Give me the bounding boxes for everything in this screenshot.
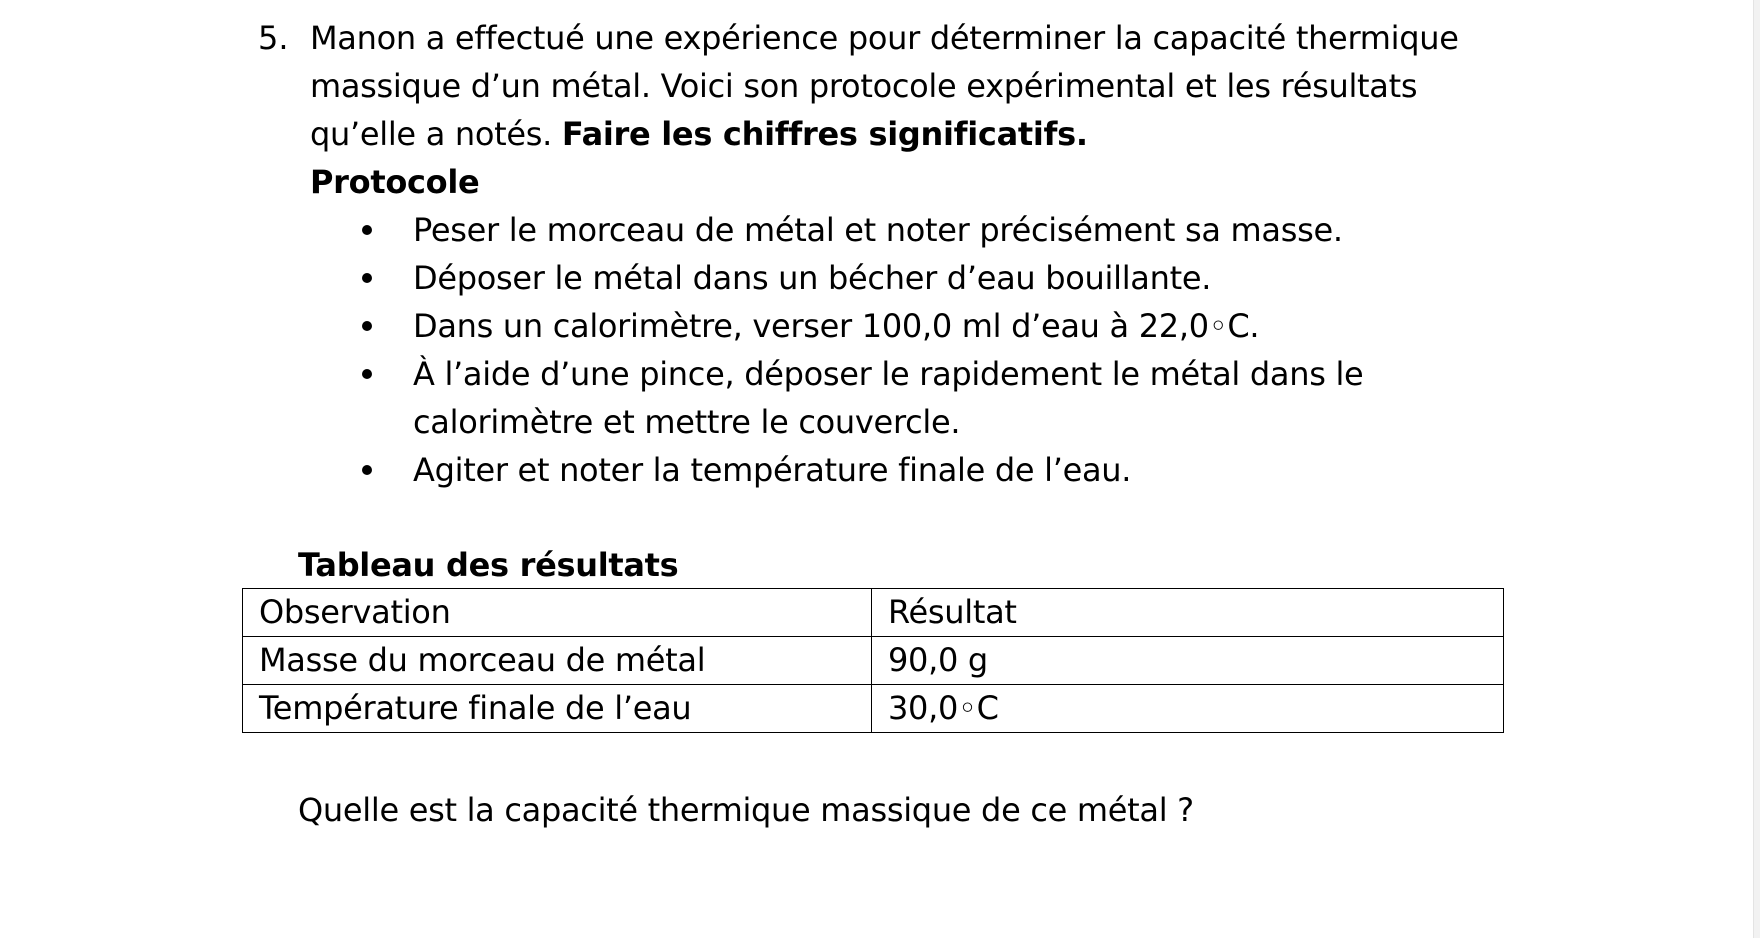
result-cell: 90,0 g xyxy=(872,637,1504,685)
intro-line-2: massique d’un métal. Voici son protocole expérimental et les résultats xyxy=(310,67,1418,105)
protocol-step-3: Dans un calorimètre, verser 100,0 ml d’eau à 22,0◦C. xyxy=(413,307,1260,345)
observation-cell: Température finale de l’eau xyxy=(243,685,872,733)
intro-line-3 xyxy=(310,110,1088,158)
table-row xyxy=(243,637,1504,685)
header-observation: Observation xyxy=(243,589,872,637)
intro-line-3-text: qu’elle a notés. xyxy=(310,115,562,153)
bullet-icon xyxy=(362,465,372,475)
result-cell: 30,0◦C xyxy=(872,685,1504,733)
protocol-step-4-continued: calorimètre et mettre le couvercle. xyxy=(413,403,961,441)
protocol-step-4: À l’aide d’une pince, déposer le rapidement le métal dans le xyxy=(413,355,1364,393)
bullet-icon xyxy=(362,273,372,283)
table-row xyxy=(243,685,1504,733)
bullet-icon xyxy=(362,321,372,331)
protocol-title: Protocole xyxy=(310,163,480,201)
results-table xyxy=(242,588,1504,733)
intro-line-1: Manon a effectué une expérience pour déterminer la capacité thermique xyxy=(310,19,1459,57)
bullet-icon xyxy=(362,369,372,379)
protocol-step-1: Peser le morceau de métal et noter précisément sa masse. xyxy=(413,211,1343,249)
bullet-icon xyxy=(362,225,372,235)
significant-figures-instruction: Faire les chiffres significatifs. xyxy=(561,115,1088,153)
table-title: Tableau des résultats xyxy=(298,546,679,584)
observation-cell: Masse du morceau de métal xyxy=(243,637,872,685)
protocol-step-5: Agiter et noter la température finale de l’eau. xyxy=(413,451,1132,489)
final-question: Quelle est la capacité thermique massique de ce métal ? xyxy=(298,791,1194,829)
protocol-step-2: Déposer le métal dans un bécher d’eau bouillante. xyxy=(413,259,1212,297)
table-header-row xyxy=(243,589,1504,637)
header-result: Résultat xyxy=(872,589,1504,637)
question-number: 5. xyxy=(258,19,289,57)
scrollbar[interactable] xyxy=(1753,0,1760,938)
